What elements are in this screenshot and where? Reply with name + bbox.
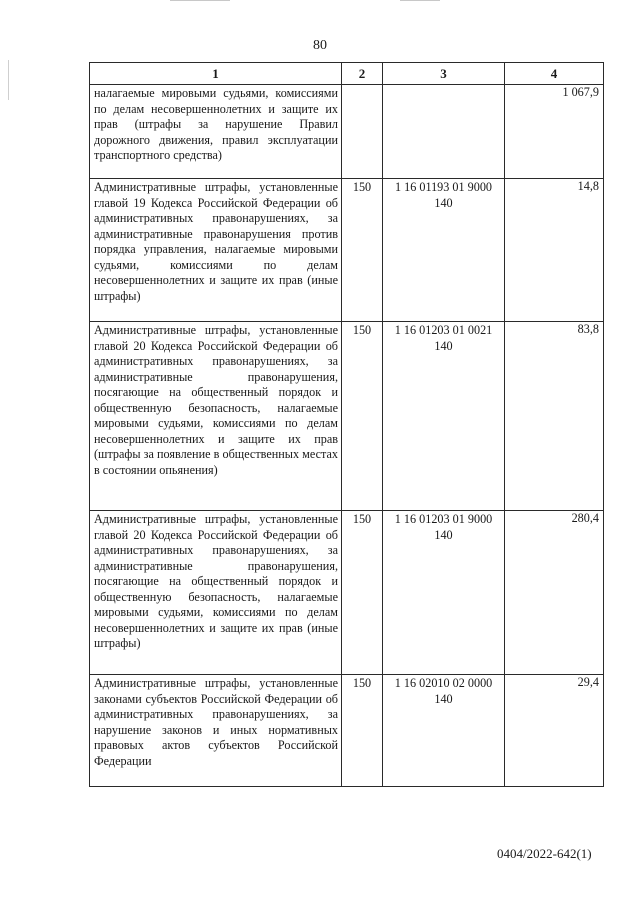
document-code: 0404/2022-642(1) — [497, 846, 592, 861]
row-amount: 1 067,9 — [562, 85, 599, 99]
row-amount: 83,8 — [577, 322, 599, 336]
budget-table — [89, 62, 604, 787]
row-amount: 29,4 — [577, 675, 599, 689]
row-code: 1 16 01193 01 9000 140 — [394, 180, 493, 210]
row-code: 1 16 01203 01 0021 140 — [394, 323, 493, 353]
header-col-2: 2 — [342, 63, 383, 85]
row-description: налагаемые мировыми судьями, комиссиями по делам несовершеннолетних и защите их прав (штрафы за нарушение Правил дорожного движения, правил эксплуатации транспортного средства) — [94, 86, 338, 162]
header-col-4: 4 — [505, 63, 604, 85]
table-row — [90, 85, 604, 179]
row-section: 150 — [352, 180, 372, 194]
row-section: 150 — [352, 676, 372, 690]
header-col-3: 3 — [383, 63, 505, 85]
table-row — [90, 179, 604, 322]
table-row — [90, 511, 604, 675]
row-description: Административные штрафы, установленные законами субъектов Российской Федерации об административных правонарушениях, за нарушение законов и иных нормативных правовых актов субъектов Российской Федерации — [94, 676, 338, 768]
row-section: 150 — [352, 323, 372, 337]
row-amount: 14,8 — [577, 179, 599, 193]
page-number: 80 — [313, 38, 327, 53]
row-description: Административные штрафы, установленные главой 20 Кодекса Российской Федерации об административных правонарушениях, за административные правонарушения, посягающие на общественный порядок и общественную безопасность, налагаемые мировыми судьями, комиссиями по делам несовершеннолетних и защите их прав (штрафы за появление в общественных местах в состоянии опьянения) — [94, 323, 338, 477]
row-code — [383, 85, 504, 86]
table-header-row — [90, 63, 604, 85]
row-section: 150 — [352, 512, 372, 526]
scan-artifact — [170, 0, 230, 1]
scan-artifact — [8, 60, 9, 100]
table-row — [90, 322, 604, 511]
row-section — [342, 85, 382, 86]
header-col-1: 1 — [90, 63, 342, 85]
row-code: 1 16 01203 01 9000 140 — [394, 512, 493, 542]
table-row — [90, 675, 604, 787]
row-amount: 280,4 — [571, 511, 599, 525]
row-description: Административные штрафы, установленные главой 19 Кодекса Российской Федерации об административных правонарушениях, за административные правонарушения против порядка управления, налагаемые мировыми судьями, комиссиями по делам несовершеннолетних и защите их прав (иные штрафы) — [94, 180, 338, 303]
row-description: Административные штрафы, установленные главой 20 Кодекса Российской Федерации об административных правонарушениях, за административные правонарушения, посягающие на общественный порядок и общественную безопасность, налагаемые мировыми судьями, комиссиями по делам несовершеннолетних и защите их прав (иные штрафы) — [94, 512, 338, 650]
scan-artifact — [400, 0, 440, 1]
row-code: 1 16 02010 02 0000 140 — [394, 676, 493, 706]
